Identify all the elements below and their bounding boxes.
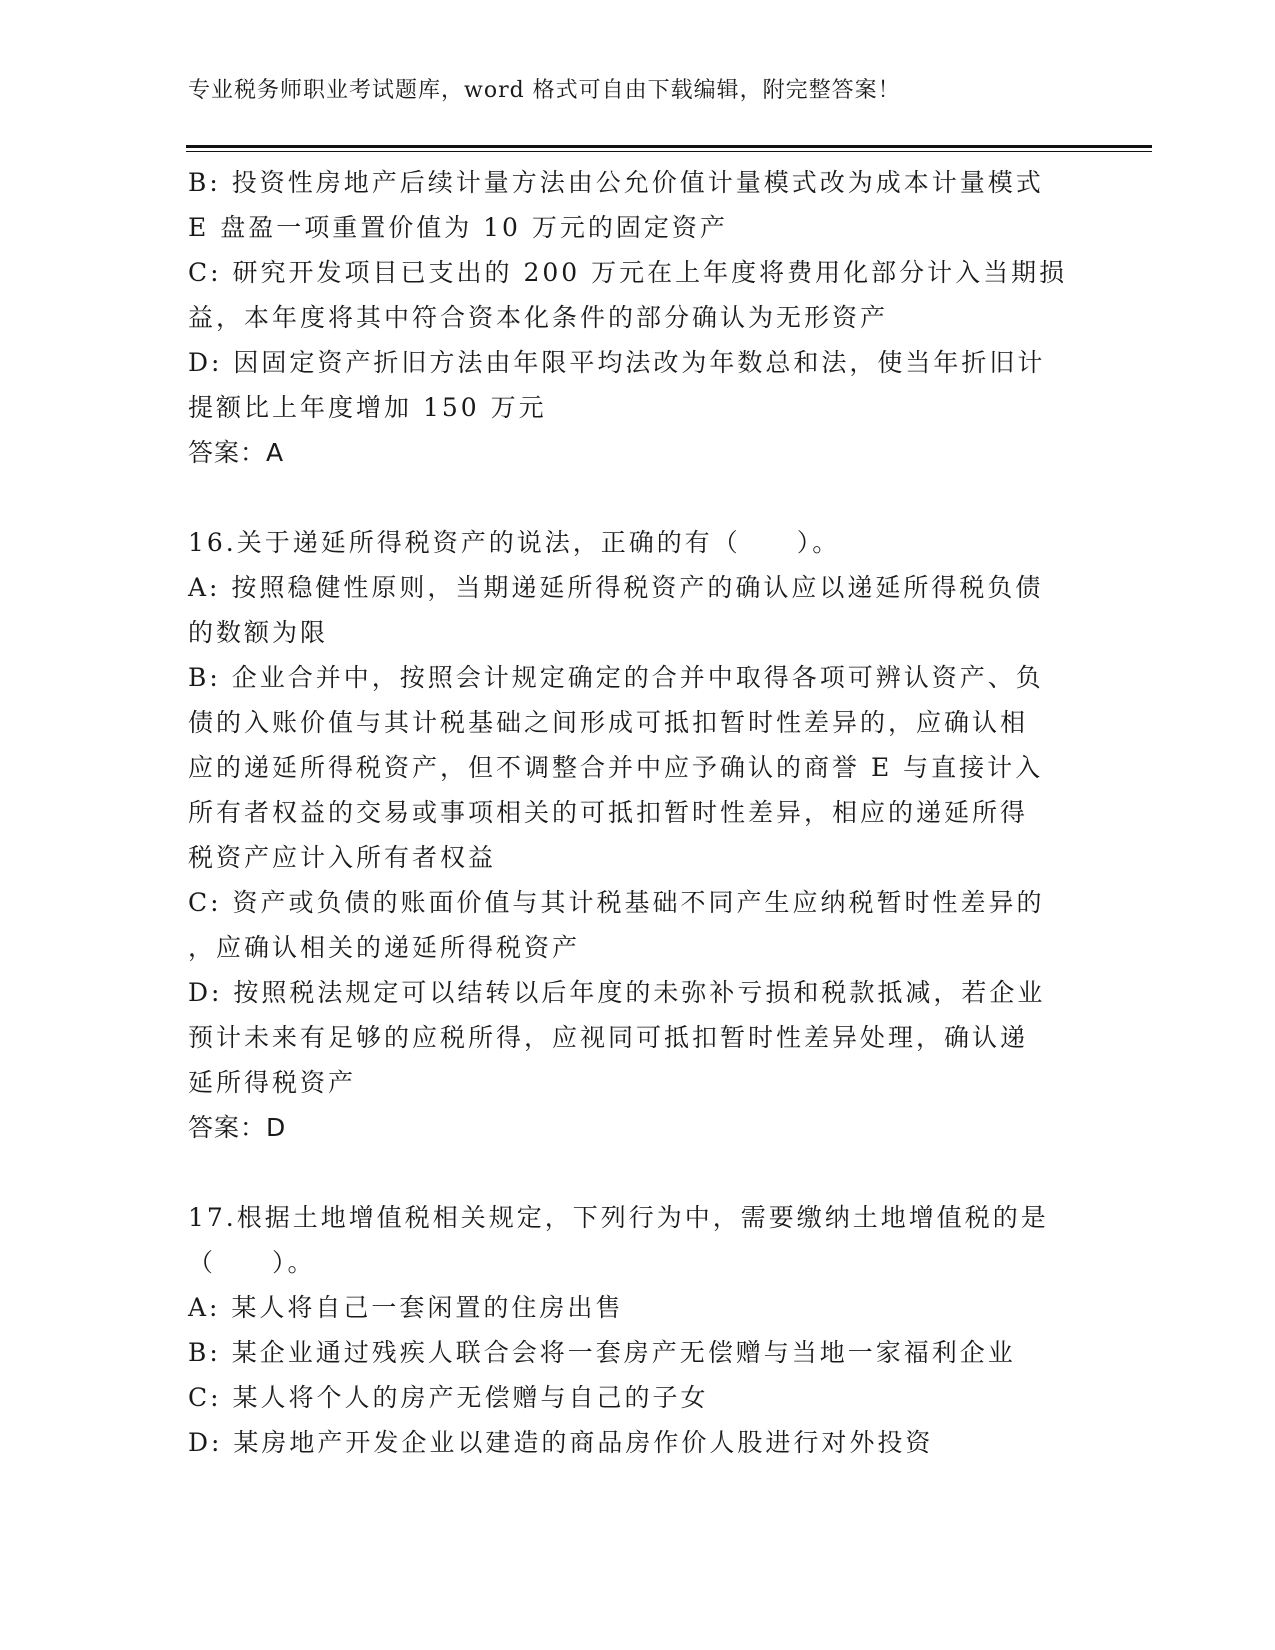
- option-b-line: 债的入账价值与其计税基础之间形成可抵扣暂时性差异的，应确认相: [188, 708, 1029, 737]
- option-b-line: B: 企业合并中，按照会计规定确定的合并中取得各项可辨认资产、负: [188, 663, 1044, 692]
- option-d-line: 延所得税资产: [188, 1068, 357, 1097]
- option-b-line: 应的递延所得税资产，但不调整合并中应予确认的商誉 E 与直接计入: [188, 753, 1044, 782]
- page-header: 专业税务师职业考试题库，word 格式可自由下载编辑，附完整答案！: [188, 78, 901, 103]
- option-c-line: C: 某人将个人的房产无偿赠与自己的子女: [188, 1383, 709, 1412]
- option-d-line: D: 按照税法规定可以结转以后年度的未弥补亏损和税款抵减，若企业: [188, 978, 1046, 1007]
- question-stem: （ ）。: [188, 1248, 316, 1277]
- document-body: [188, 160, 1088, 1465]
- question-17: [188, 1195, 1088, 1465]
- answer-line: 答案：A: [188, 438, 285, 467]
- question-16: [188, 520, 1088, 1150]
- option-b-line: 税资产应计入所有者权益: [188, 843, 497, 872]
- option-b-line: B: 投资性房地产后续计量方法由公允价值计量模式改为成本计量模式: [188, 168, 1044, 197]
- option-d-line: D: 因固定资产折旧方法由年限平均法改为年数总和法，使当年折旧计: [188, 348, 1046, 377]
- option-b-line: E 盘盈一项重置价值为 10 万元的固定资产: [188, 213, 728, 242]
- option-d-line: D: 某房地产开发企业以建造的商品房作价人股进行对外投资: [188, 1428, 934, 1457]
- header-rule-thin: [186, 151, 1152, 152]
- spacer: [188, 475, 1088, 520]
- option-a-line: 的数额为限: [188, 618, 329, 647]
- option-b-line: B: 某企业通过残疾人联合会将一套房产无偿赠与当地一家福利企业: [188, 1338, 1016, 1367]
- option-b-line: 所有者权益的交易或事项相关的可抵扣暂时性差异，相应的递延所得: [188, 798, 1029, 827]
- option-c-line: 益，本年度将其中符合资本化条件的部分确认为无形资产: [188, 303, 889, 332]
- header-rule-thick: [186, 145, 1152, 148]
- option-a-line: A: 按照稳健性原则，当期递延所得税资产的确认应以递延所得税负债: [188, 573, 1044, 602]
- option-d-line: 预计未来有足够的应税所得，应视同可抵扣暂时性差异处理，确认递: [188, 1023, 1029, 1052]
- option-c-line: C: 资产或负债的账面价值与其计税基础不同产生应纳税暂时性差异的: [188, 888, 1045, 917]
- option-d-line: 提额比上年度增加 150 万元: [188, 393, 547, 422]
- answer-line: 答案：D: [188, 1113, 287, 1142]
- option-c-line: C: 研究开发项目已支出的 200 万元在上年度将费用化部分计入当期损: [188, 258, 1068, 287]
- option-a-line: A: 某人将自己一套闲置的住房出售: [188, 1293, 624, 1322]
- option-c-line: ，应确认相关的递延所得税资产: [188, 933, 581, 962]
- question-stem: 17.根据土地增值税相关规定，下列行为中，需要缴纳土地增值税的是: [188, 1203, 1049, 1232]
- question-stem: 16.关于递延所得税资产的说法，正确的有（ ）。: [188, 528, 841, 557]
- question-15-tail: [188, 160, 1088, 475]
- spacer: [188, 1150, 1088, 1195]
